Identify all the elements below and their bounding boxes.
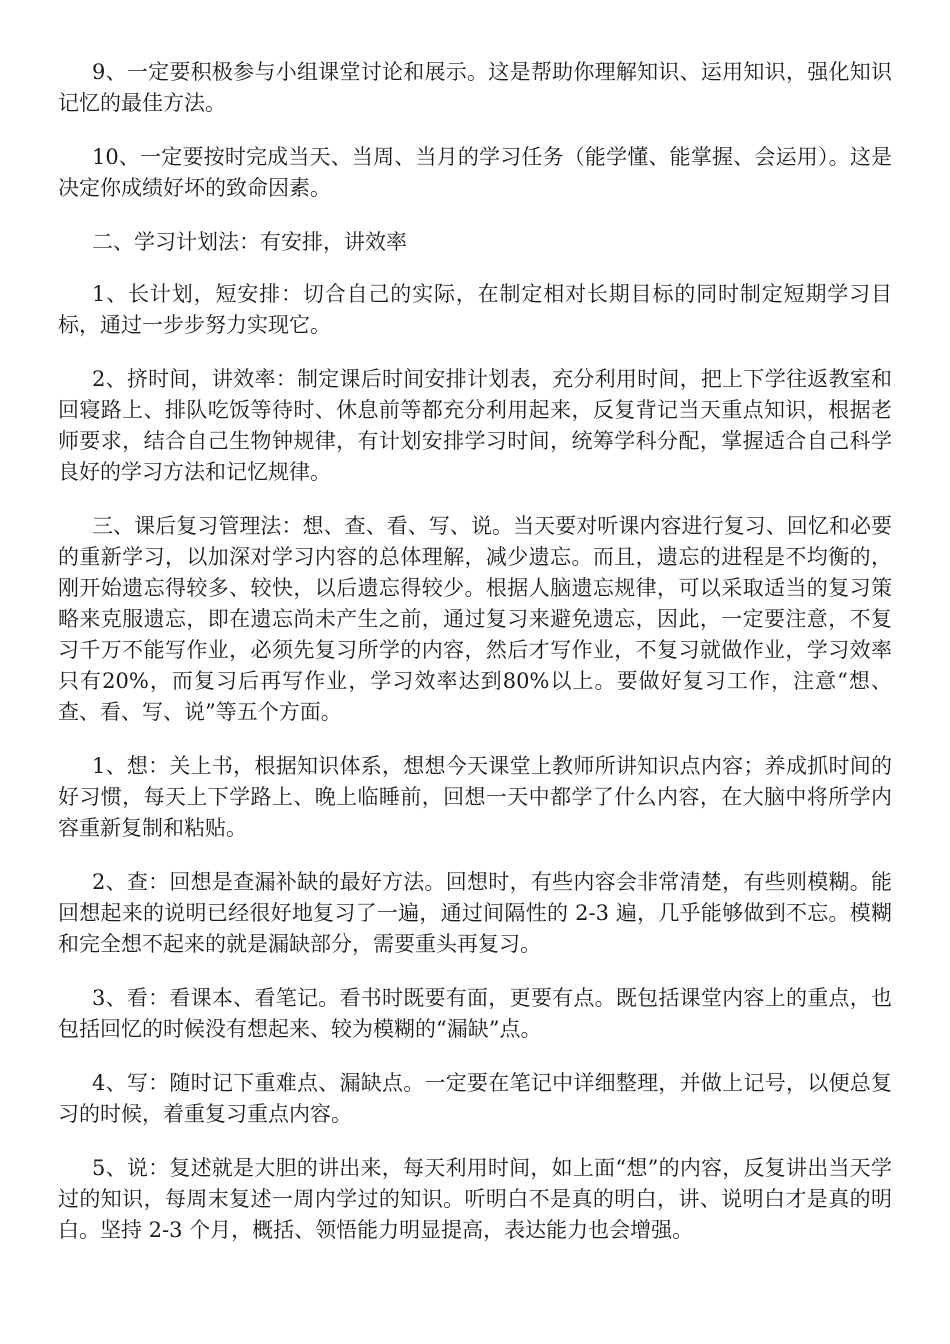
paragraph-look: 3、看：看课本、看笔记。看书时既要有面，更要有点。既包括课堂内容上的重点，也包括回忆的时候没有想起来、较为模糊的“漏缺”点。 <box>58 986 892 1041</box>
paragraph-item-10: 10、一定要按时完成当天、当周、当月的学习任务（能学懂、能掌握、会运用）。这是决定你成绩好坏的致命因素。 <box>58 145 892 200</box>
document-page <box>58 57 892 1269</box>
paragraph-check: 2、查：回想是查漏补缺的最好方法。回想时，有些内容会非常清楚，有些则模糊。能回想起来的说明已经很好地复习了一遍，通过间隔性的 2-3 遍，几乎能够做到不忘。模糊和完全想不起来的就是漏缺部分，需要重头再复习。 <box>58 870 892 956</box>
paragraph-write: 4、写：随时记下重难点、漏缺点。一定要在笔记中详细整理，并做上记号，以便总复习的时候，着重复习重点内容。 <box>58 1071 892 1126</box>
paragraph-item-9: 9、一定要积极参与小组课堂讨论和展示。这是帮助你理解知识、运用知识，强化知识记忆的最佳方法。 <box>58 60 892 115</box>
section-heading-study-plan: 二、学习计划法：有安排，讲效率 <box>92 230 407 254</box>
paragraph-long-plan: 1、长计划，短安排：切合自己的实际，在制定相对长期目标的同时制定短期学习目标，通过一步步努力实现它。 <box>58 282 892 337</box>
paragraph-squeeze-time: 2、挤时间，讲效率：制定课后时间安排计划表，充分利用时间，把上下学往返教室和回寝路上、排队吃饭等待时、休息前等都充分利用起来，反复背记当天重点知识，根据老师要求，结合自己生物钟规律，有计划安排学习时间，统筹学科分配，掌握适合自己科学良好的学习方法和记忆规律。 <box>58 367 892 484</box>
paragraph-think: 1、想：关上书，根据知识体系，想想今天课堂上教师所讲知识点内容；养成抓时间的好习惯，每天上下学路上、晚上临睡前，回想一天中都学了什么内容，在大脑中将所学内容重新复制和粘贴。 <box>58 754 892 840</box>
section-review-method: 三、课后复习管理法：想、查、看、写、说。当天要对听课内容进行复习、回忆和必要的重新学习，以加深对学习内容的总体理解，减少遗忘。而且，遗忘的进程是不均衡的，刚开始遗忘得较多、较快，以后遗忘得较少。根据人脑遗忘规律，可以采取适当的复习策略来克服遗忘，即在遗忘尚未产生之前，通过复习来避免遗忘，因此，一定要注意，不复习千万不能写作业，必须先复习所学的内容，然后才写作业，不复习就做作业，学习效率只有20%，而复习后再写作业，学习效率达到80%以上。要做好复习工作，注意“想、查、看、写、说”等五个方面。 <box>58 514 892 724</box>
paragraph-speak: 5、说：复述就是大胆的讲出来，每天利用时间，如上面“想”的内容，反复讲出当天学过的知识，每周末复述一周内学过的知识。听明白不是真的明白，讲、说明白才是真的明白。坚持 2-3 个月，概括、领悟能力明显提高，表达能力也会增强。 <box>58 1156 892 1242</box>
